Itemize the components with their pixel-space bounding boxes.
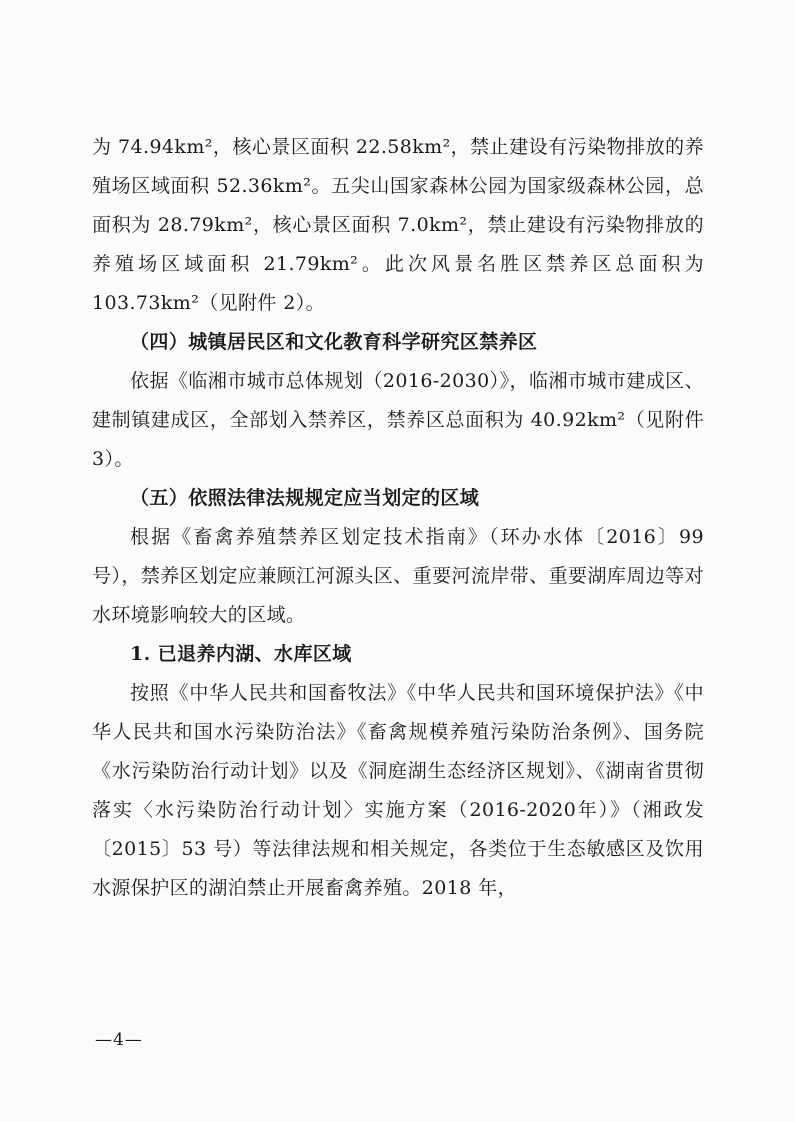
page-number: —4— [95, 1030, 143, 1050]
paragraph-guideline: 根据《畜禽养殖禁养区划定技术指南》（环办水体〔2016〕99号），禁养区划定应兼顾江河源头区、重要河流岸带、重要湖库周边等对水环境影响较大的区域。 [92, 526, 704, 626]
section-heading-5: （五）依照法律法规规定应当划定的区域 [130, 487, 480, 509]
paragraph-continuation: 为 74.94km²，核心景区面积 22.58km²，禁止建设有污染物排放的养殖场区域面积 52.36km²。五尖山国家森林公园为国家级森林公园，总面积为 28.79km²，核心景区面积 7.0km²，禁止建设有污染物排放的养殖场区域面积 21.79km²。此次风景名胜区禁养区总面积为 103.73km²（见附件 2）。 [92, 136, 704, 314]
subsection-heading-1: 1. 已退养内湖、水库区域 [130, 643, 352, 665]
document-body [92, 128, 704, 908]
section-heading-4: （四）城镇居民区和文化教育科学研究区禁养区 [130, 331, 538, 353]
paragraph-laws: 按照《中华人民共和国畜牧法》《中华人民共和国环境保护法》《中华人民共和国水污染防治法》《畜禽规模养殖污染防治条例》、国务院《水污染防治行动计划》以及《洞庭湖生态经济区规划》、《湖南省贯彻落实〈水污染防治行动计划〉实施方案（2016-2020年）》（湘政发〔2015〕53 号）等法律法规和相关规定，各类位于生态敏感区及饮用水源保护区的湖泊禁止开展畜禽养殖。2018 年， [92, 682, 704, 899]
paragraph-urban-area: 依据《临湘市城市总体规划（2016-2030）》，临湘市城市建成区、建制镇建成区，全部划入禁养区，禁养区总面积为 40.92km²（见附件 3）。 [92, 370, 704, 470]
